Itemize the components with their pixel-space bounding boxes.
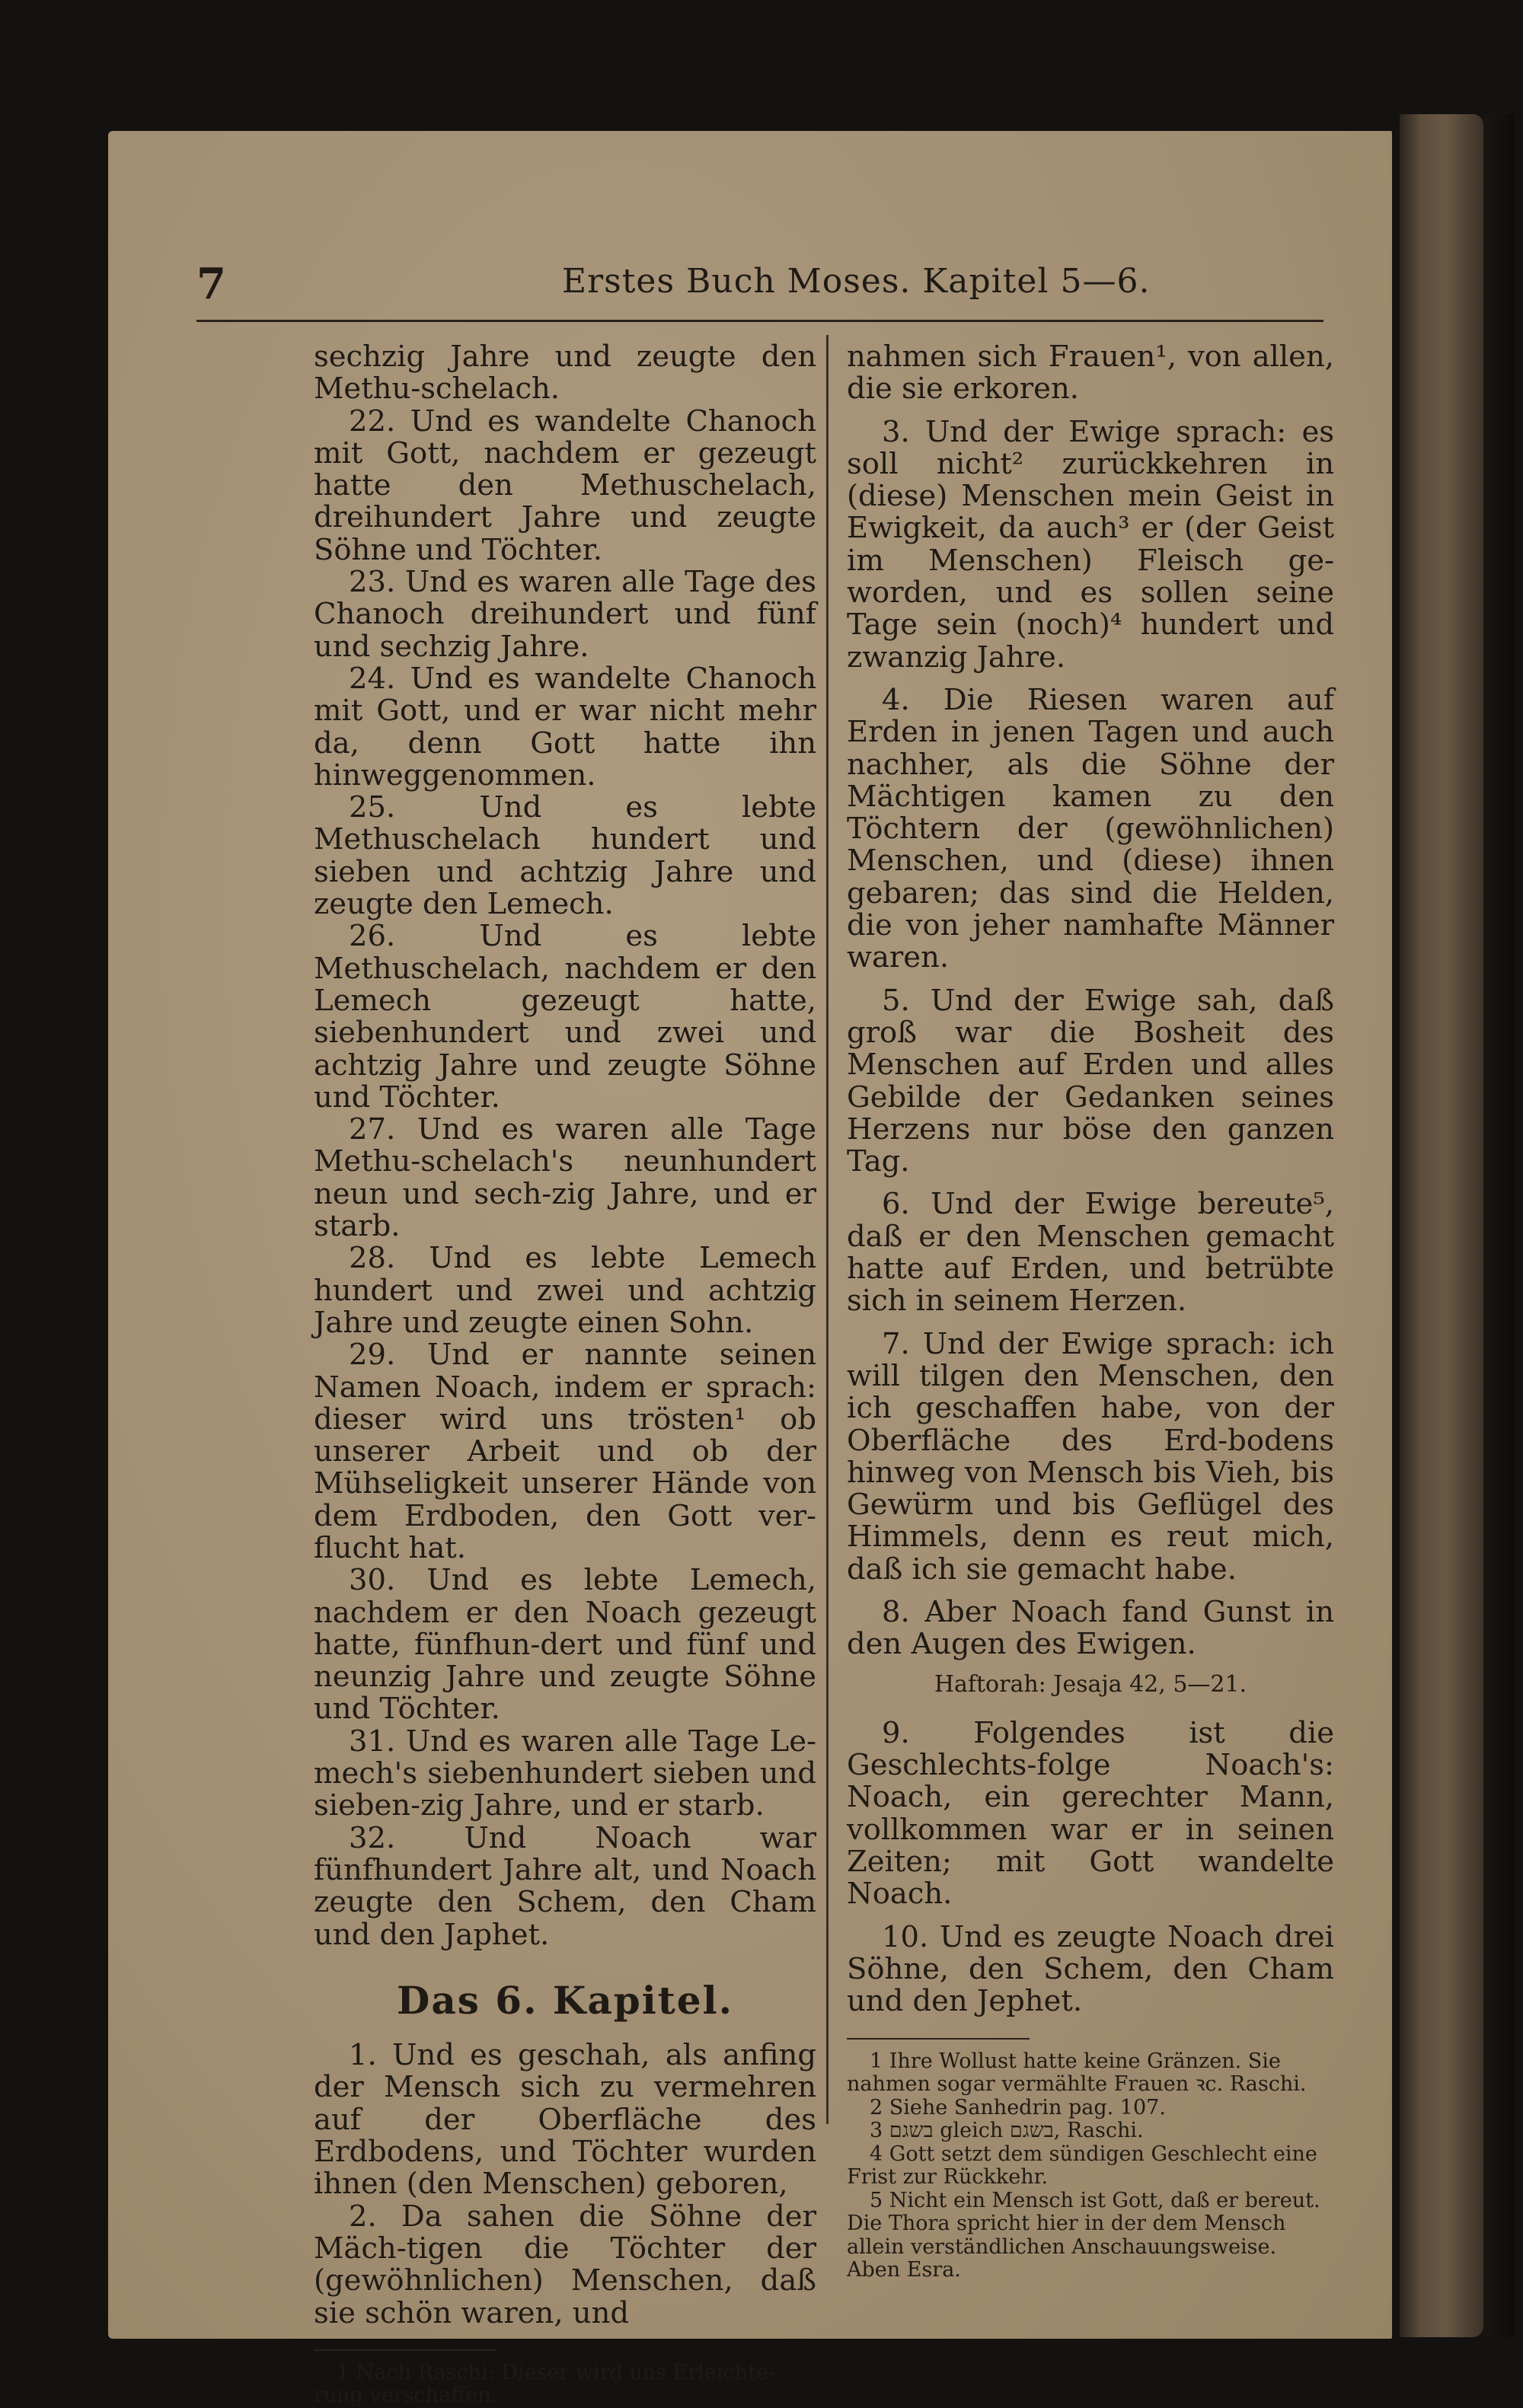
column-divider [826,335,829,2124]
haftorah-note: Haftorah: Jesaja 42, 5—21. [934,1670,1247,1698]
verse-paragraph: 29. Und er nannte seinen Namen Noach, indem er sprach: dieser wird uns trösten¹ ob unserer Arbeit und ob der Mühseligkeit unserer Hände von dem Erdboden, den Gott ver-flucht hat. [314,1338,816,1565]
footnote-rule [314,2349,496,2351]
chapter-heading: Das 6. Kapitel. [396,1977,734,2023]
verse-paragraph: 2. Da sahen die Söhne der Mäch-tigen die Töchter der (gewöhnlichen) Menschen, daß sie schön waren, und [314,2199,816,2330]
header-rule [196,320,1323,322]
verse-paragraph: 23. Und es waren alle Tage des Chanoch dreihundert und fünf und sechzig Jahre. [314,565,816,664]
book-edge [1400,114,1483,2337]
footnote: 1 Nach Raschi: Dieser wird uns Erleichte-rung verschaffen. [314,2360,775,2408]
verse-paragraph: 3. Und der Ewige sprach: es soll nicht² zurückkehren in (diese) Menschen mein Geist in Ewigkeit, da auch³ er (der Geist im Menschen) Fleisch ge-worden, und es sollen seine Tage sein (noch)⁴ hundert und zwanzig Jahre. [847,414,1334,675]
book-edge-shadow [1483,114,1514,2337]
verse-paragraph: 26. Und es lebte Methuschelach, nachdem er den Lemech gezeugt hatte, siebenhundert und zwei und achtzig Jahre und zeugte Söhne und Töchter. [314,919,816,1115]
page-header [196,259,1331,312]
verse-paragraph: 6. Und der Ewige bereute⁵, daß er den Menschen gemacht hatte auf Erden, und betrübte sich in seinem Herzen. [847,1187,1334,1319]
verse-paragraph: 22. Und es wandelte Chanoch mit Gott, nachdem er gezeugt hatte den Methuschelach, dreihundert Jahre und zeugte Söhne und Töchter. [314,403,816,567]
running-title: Erstes Buch Moses. Kapitel 5—6. [562,262,1151,301]
verse-paragraph: 8. Aber Noach fand Gunst in den Augen des Ewigen. [847,1594,1334,1662]
footnote: 5 Nicht ein Mensch ist Gott, daß er bereut. Die Thora spricht hier in der dem Mensch allein verständlichen Anschauungsweise. Aben Esra. [847,2188,1320,2282]
verse-paragraph: 10. Und es zeugte Noach drei Söhne, den Schem, den Cham und den Jephet. [847,1919,1334,2019]
footnote: 2 Siehe Sanhedrin pag. 107. [870,2095,1166,2119]
verse-paragraph: 1. Und es geschah, als anfing der Mensch sich zu vermehren auf der Oberfläche des Erdbodens, und Töchter wurden ihnen (den Menschen) geboren, [314,2038,816,2202]
verse-paragraph: 31. Und es waren alle Tage Le-mech's siebenhundert sieben und sieben-zig Jahre, und er starb. [314,1724,816,1823]
verse-paragraph: 7. Und der Ewige sprach: ich will tilgen den Menschen, den ich geschaffen habe, von der Oberfläche des Erd-bodens hinweg von Mensch bis Vieh, bis Gewürm und bis Geflügel des Himmels, denn es reut mich, daß ich sie gemacht habe. [847,1326,1334,1587]
left-column [314,341,816,2408]
right-column [847,341,1334,2282]
verse-paragraph: 27. Und es waren alle Tage Methu-schelach's neunhundert neun und sech-zig Jahre, und er starb. [314,1112,816,1244]
footnote: 1 Ihre Wollust hatte keine Gränzen. Sie nahmen sogar vermählte Frauen ꝛc. Raschi. [847,2049,1307,2097]
footnote: 4 Gott setzt dem sündigen Geschlecht eine Frist zur Rückkehr. [847,2142,1317,2190]
verse-paragraph: 9. Folgendes ist die Geschlechts-folge Noach's: Noach, ein gerechter Mann, vollkommen war er in seinen Zeiten; mit Gott wandelte Noach. [847,1715,1334,1912]
verse-paragraph: 32. Und Noach war fünfhundert Jahre alt, und Noach zeugte den Schem, den Cham und den Japhet. [314,1820,816,1952]
footnote: 3 בשגם gleich בשגם, Raschi. [870,2119,1144,2143]
verse-paragraph: 25. Und es lebte Methuschelach hundert und sieben und achtzig Jahre und zeugte den Lemech. [314,790,816,922]
page-number: 7 [196,259,226,309]
verse-paragraph: 24. Und es wandelte Chanoch mit Gott, und er war nicht mehr da, denn Gott hatte ihn hinweggenommen. [314,661,816,793]
footnote-rule [847,2038,1030,2040]
verse-paragraph: nahmen sich Frauen¹, von allen, die sie erkoren. [847,340,1334,407]
verse-paragraph: sechzig Jahre und zeugte den Methu-schelach. [314,340,816,407]
verse-paragraph: 30. Und es lebte Lemech, nachdem er den Noach gezeugt hatte, fünfhun-dert und fünf und neunzig Jahre und zeugte Söhne und Töchter. [314,1563,816,1727]
verse-paragraph: 5. Und der Ewige sah, daß groß war die Bosheit des Menschen auf Erden und alles Gebilde der Gedanken seines Herzens nur böse den ganzen Tag. [847,983,1334,1179]
verse-paragraph: 28. Und es lebte Lemech hundert und zwei und achtzig Jahre und zeugte einen Sohn. [314,1241,816,1340]
verse-paragraph: 4. Die Riesen waren auf Erden in jenen Tagen und auch nachher, als die Söhne der Mächtigen kamen zu den Töchtern der (gewöhnlichen) Menschen, und (diese) ihnen gebaren; das sind die Helden, die von jeher namhafte Männer waren. [847,682,1334,975]
